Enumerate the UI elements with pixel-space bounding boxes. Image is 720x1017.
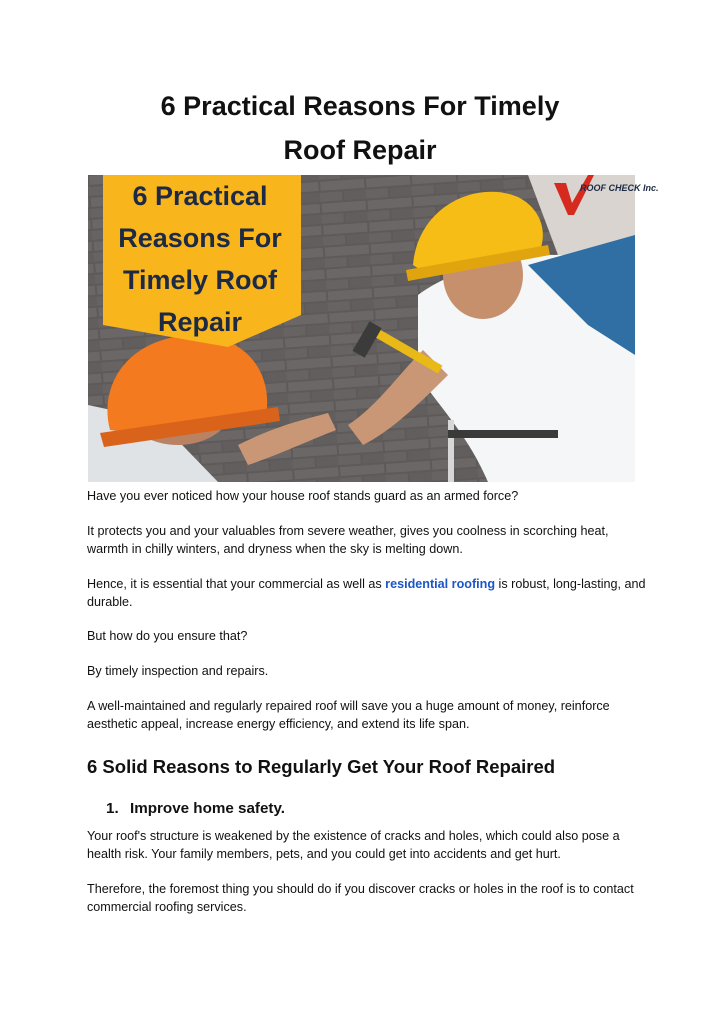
- residential-roofing-link[interactable]: residential roofing: [385, 577, 496, 591]
- list-item-1-heading: [106, 800, 285, 817]
- ladder-step: [448, 430, 558, 438]
- paragraph-3: [87, 575, 647, 611]
- hero-illustration: [88, 175, 659, 482]
- paragraph-5: By timely inspection and repairs.: [87, 664, 269, 678]
- ladder-rail: [448, 420, 454, 482]
- page-title: [0, 84, 720, 172]
- list-item-1-number: 1.: [106, 800, 119, 817]
- paragraph-1: Have you ever noticed how your house roof stands guard as an armed force?: [87, 489, 519, 503]
- paragraph-7: Your roof's structure is weakened by the existence of cracks and holes, which could also pose a health risk. Your family members, pets, and you could get into accidents and get hurt.: [87, 829, 620, 861]
- hero-image: [88, 175, 659, 482]
- list-item-1-label: Improve home safety.: [130, 800, 286, 817]
- paragraph-2: It protects you and your valuables from severe weather, gives you coolness in scorching heat, warmth in chilly winters, and dryness when the sky is melting down.: [87, 524, 609, 556]
- paragraph-3-text-after: is robust, long-lasting, and durable.: [87, 577, 646, 609]
- paragraph-8: Therefore, the foremost thing you should do if you discover cracks or holes in the roof is to contact commercial roofing services.: [87, 882, 634, 914]
- banner-line-2: Reasons For: [118, 223, 282, 253]
- page-title-line2: Roof Repair: [283, 135, 437, 165]
- banner-line-3: Timely Roof: [122, 265, 278, 295]
- paragraph-6: A well-maintained and regularly repaired roof will save you a huge amount of money, reinforce aesthetic appeal, increase energy efficiency, and extend its life span.: [87, 699, 610, 731]
- banner-line-1: 6 Practical: [132, 181, 268, 211]
- logo-text: ROOF CHECK Inc.: [580, 183, 659, 193]
- paragraph-3-text-before: Hence, it is essential that your commercial as well as: [87, 577, 386, 591]
- paragraph-4: But how do you ensure that?: [87, 629, 248, 643]
- section-heading: 6 Solid Reasons to Regularly Get Your Roof Repaired: [87, 756, 556, 777]
- banner-line-4: Repair: [157, 307, 243, 337]
- page-title-line1: 6 Practical Reasons For Timely: [160, 91, 560, 121]
